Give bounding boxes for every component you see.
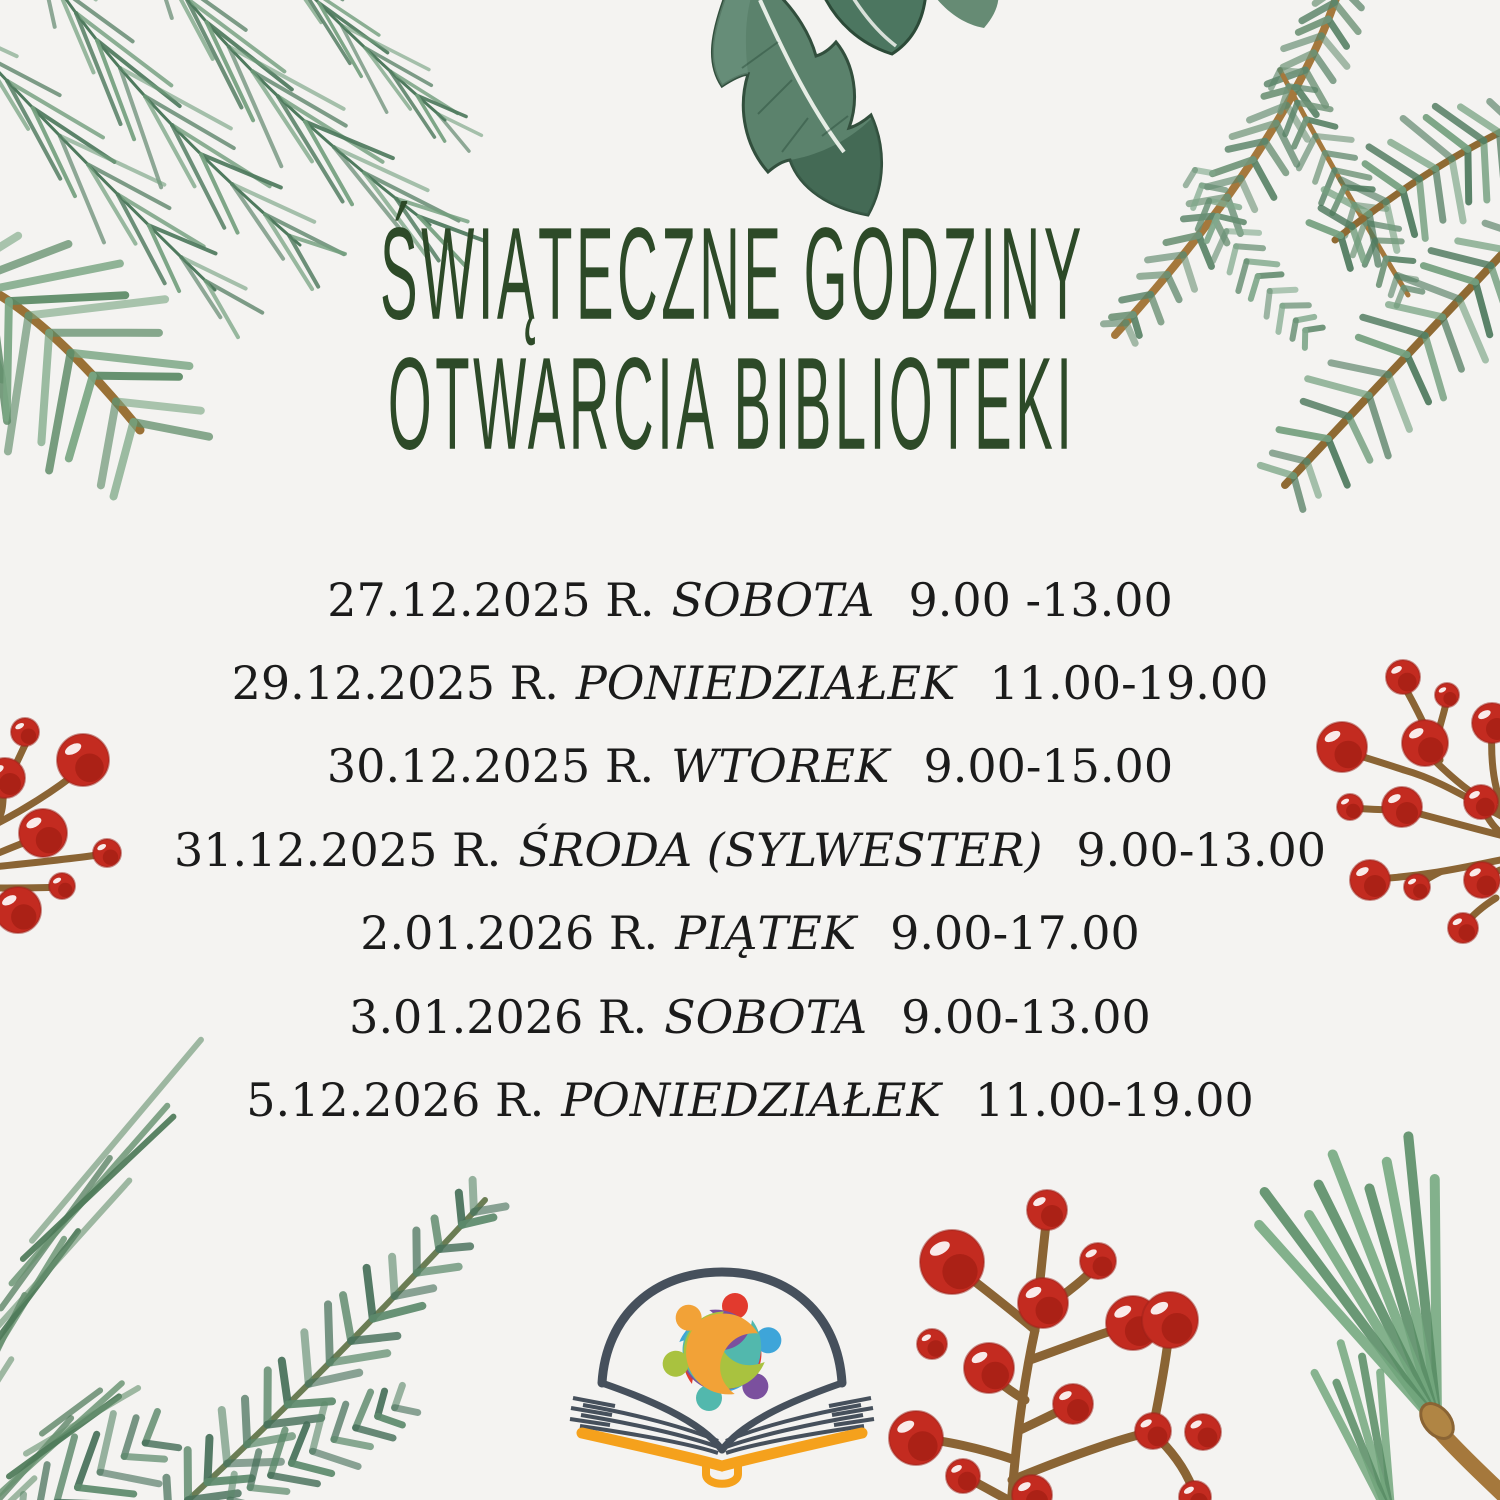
schedule-hours: 9.00 -13.00 <box>908 572 1173 627</box>
schedule-date: 27.12.2025 R. <box>327 572 655 627</box>
schedule-row <box>0 975 1500 1058</box>
schedule-row <box>0 1058 1500 1141</box>
community-swirl-icon <box>651 1288 793 1415</box>
schedule-list <box>0 558 1500 1142</box>
schedule-row <box>0 892 1500 975</box>
schedule-hours: 11.00-19.00 <box>974 1073 1254 1128</box>
schedule-row <box>0 641 1500 724</box>
schedule-day: SOBOTA <box>664 989 868 1044</box>
schedule-day: PONIEDZIAŁEK <box>561 1073 941 1128</box>
schedule-day: PIĄTEK <box>675 906 857 961</box>
library-logo <box>570 1272 874 1484</box>
holly-leaves-icon <box>712 0 998 215</box>
schedule-day: SOBOTA <box>671 572 875 627</box>
schedule-day: WTOREK <box>671 739 890 794</box>
schedule-hours: 11.00-19.00 <box>989 656 1269 711</box>
schedule-day: ŚRODA (SYLWESTER) <box>518 822 1043 877</box>
schedule-hours: 9.00-15.00 <box>923 739 1174 794</box>
schedule-row <box>0 725 1500 808</box>
schedule-date: 3.01.2026 R. <box>349 989 648 1044</box>
schedule-hours: 9.00-17.00 <box>890 906 1140 961</box>
schedule-hours: 9.00-13.00 <box>901 989 1151 1044</box>
berries-bottom-right-icon <box>889 1190 1221 1500</box>
schedule-row <box>0 808 1500 891</box>
schedule-date: 2.01.2026 R. <box>360 906 659 961</box>
schedule-hours: 9.00-13.00 <box>1076 822 1327 877</box>
schedule-date: 29.12.2025 R. <box>231 656 559 711</box>
schedule-day: PONIEDZIAŁEK <box>575 656 956 711</box>
pine-branch-bottom-center-icon <box>20 1180 506 1500</box>
pine-needles-bottom-right-icon <box>1259 1136 1500 1500</box>
schedule-row <box>0 558 1500 641</box>
schedule-date: 30.12.2025 R. <box>326 739 655 794</box>
poster-title-line2: OTWARCIA BIBLIOTEKI <box>388 329 1076 478</box>
poster-title-line1: ŚWIĄTECZNE GODZINY <box>379 199 1085 348</box>
schedule-date: 5.12.2026 R. <box>246 1073 545 1128</box>
schedule-date: 31.12.2025 R. <box>173 822 502 877</box>
